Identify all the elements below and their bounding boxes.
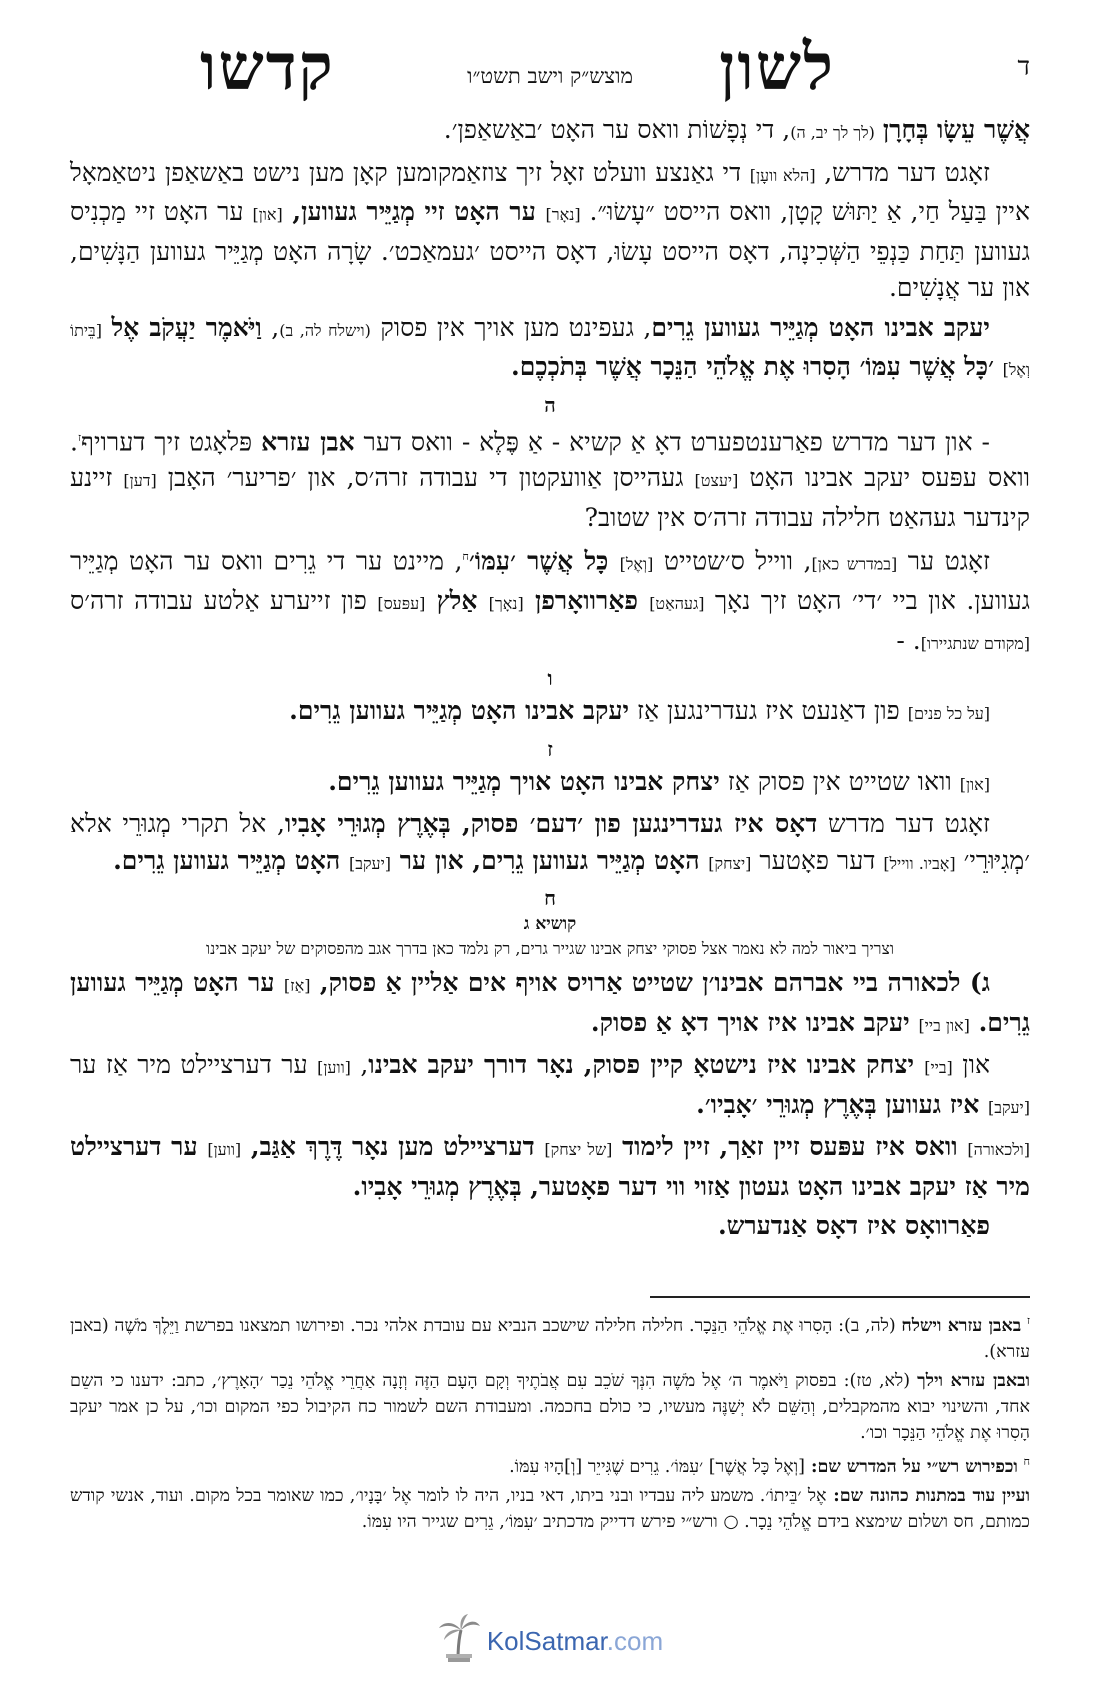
site-watermark	[70, 1614, 1030, 1670]
text-run: יעקב אבינו איז אויך דאָ אַ פסוק.	[590, 1007, 919, 1037]
site-name-main: KolSatmar	[486, 1625, 607, 1656]
text-run: כָּל אֲשֶׁר ׳עִמּוֹ׳	[468, 546, 620, 576]
text-run: ער האָט מְגַיֵּיר געווען גֵרִים.	[70, 968, 1030, 1037]
footnote-marker: ח	[1023, 1454, 1030, 1468]
bracket-note: [מקודם שנתגיירו]	[920, 633, 1030, 653]
paragraph	[70, 155, 1030, 307]
text-run: געהייסן אַוועקטון די עבודה זרה׳ס, און ׳פריער׳ האָבן	[156, 463, 695, 493]
text-run: . וואס עפּעס יעקב אבינו האָט	[70, 426, 1030, 493]
text-run: יעקב אבינו האָט מְגַיֵּיר געווען גֵרִים.	[289, 696, 630, 726]
bracket-note: [ווען]	[207, 1140, 242, 1160]
footnote	[70, 1483, 1030, 1535]
paragraph: יעקב אבינו האָט מְגַיֵּיר געווען גֵרִים, געפינט מען אויך אין פסוק (וישלח לה, ב), וַיֹּאמֶר יַעֲקֹב אֶל [בֵּיתוֹ וְאֶל] ׳כָּל אֲשֶׁר עִמּוֹ׳ הָסִרוּ אֶת אֱלֹהֵי הַנֵּכָר אֲשֶׁר בְּתֹכְכֶם.	[70, 312, 1030, 381]
bracket-note: [נאָך]	[488, 594, 524, 614]
text-run: (לא, טז): בפסוק וַיֹּאמֶר ה׳ אֶל מֹשֶׁה הִנְּךָ שֹׁכֵב עִם אֲבֹתֶיךָ וְקָם הָעָם הַזֶּה וְזָנָה אַחֲרֵי אֱלֹהֵי נֵכַר ׳הָאָרֶץ׳, כתב: ידענו כי השֵם אחד, והשינוי יבוא מהמקבלים, וְהַשֵּׁם לֹא יְשַׁנֶּה מעשיו, כי כולם בחכמה. ומעבודת השם לשמור כח הקיבול כפי המקום וכו׳, על כן אמר יעקב הָסִרוּ אֶת אֱלֹהֵי הַנֵּכָר וכו׳.	[70, 1370, 1030, 1443]
text-run: זיינע קינדער געהאַט חלילה עבודה זרה׳ס אין שטוב?	[70, 463, 1030, 532]
text-run: יעקב אבינו האָט מְגַיֵּיר געווען גֵרִים	[651, 312, 990, 342]
parasha-label: מוצש״ק וישב תשט״ו	[467, 64, 633, 88]
footnote-marker: ז	[77, 430, 82, 444]
paragraph	[70, 1047, 1030, 1126]
text-run: (לה, ב): הָסִרוּ אֶת אֱלֹהֵי הַנֵּכָר. חלילה חלילה שישכב הנביא עם עובדת אלהי נכר. ופירושו תמצאנו בפרשת וַיֵּלֶךְ מֹשֶׁה	[108, 1315, 902, 1336]
paragraph	[70, 764, 1030, 804]
text-run: דער פאָטער	[751, 845, 884, 875]
footnote	[70, 1308, 1030, 1365]
text-run: , געפינט מען אויך אין פסוק	[370, 312, 652, 342]
page-header	[70, 30, 1030, 105]
footnote-marker: ח	[462, 550, 469, 564]
text-run: וואס איז עפּעס זיין זאַך, זיין לימוד	[612, 1132, 968, 1162]
paragraph	[70, 1129, 1030, 1205]
bracket-note: [בֵּיתוֹ וְאֶל]	[70, 320, 1030, 379]
text-run: די גאַנצע וועלט זאָל זיך צוזאַמקומען קאָן מען נישט באַשאַפן ניטאַמאָל איין בַּעַל חַי, אַ יַתּוּשׁ קָטָן, וואס הייסט ״עָשׂוּ״.	[70, 157, 1030, 226]
text-run: יעקב אבינו	[368, 1050, 474, 1080]
question-summary: וצריך ביאור למה לא נאמר אצל פסוקי יצחק אבינו שגייר גרים, רק נלמד כאן בדרך אגב מהפסוקים של יעקב אבינו	[205, 939, 895, 959]
site-name	[487, 1626, 663, 1657]
section-letter: ז	[547, 736, 553, 761]
verse-quote: ׳כָּל אֲשֶׁר עִמּוֹ׳ הָסִרוּ אֶת אֱלֹהֵי הַנֵּכָר אֲשֶׁר בְּתֹכְכֶם.	[511, 352, 1003, 381]
bracket-note: [במדרש כאן]	[811, 554, 898, 574]
text-run: באבן עזרא וישלח	[901, 1315, 1022, 1336]
text-run: ובאבן עזרא וילך	[917, 1370, 1030, 1391]
text-run: זאָגט דער מדרש,	[815, 157, 990, 187]
running-title-right: לשון	[719, 30, 835, 105]
text-run: פון זייערע אַלטע עבודה זרה׳ס	[70, 586, 378, 616]
paragraph	[70, 1208, 1030, 1245]
bracket-note: [ווען]	[317, 1058, 351, 1078]
text-run: ,	[350, 1050, 369, 1080]
text-run: אבן עזרא	[261, 426, 355, 456]
bracket-note: [יעקב]	[987, 1097, 1030, 1117]
source-ref: (לך לך יב, ה)	[790, 123, 875, 142]
text-run: יצחק אבינו איז נישטאָ קיין פסוק, נאָר דורך	[473, 1050, 925, 1080]
text-run: פאַרוואָרפן	[523, 586, 650, 616]
question-heading: קושיא ג	[523, 914, 577, 935]
bracket-note: [געהאַט]	[649, 594, 705, 614]
text-run: ער האָט זיי מְגַיֵּיר געווען,	[282, 197, 546, 226]
palm-tree-books-icon	[437, 1614, 481, 1668]
bracket-note: [יעקב]	[349, 853, 392, 873]
source-ref: (וישלח לה, ב)	[279, 320, 371, 340]
text-run: , ווייל ס׳שטייט	[653, 546, 812, 576]
text-run: ועיין עוד במתנות כהונה שם:	[826, 1485, 1030, 1506]
text-run: . -	[896, 625, 921, 655]
text-run: [וְאֶל כָּל אֲשֶׁר] ׳עִמּוֹ׳. גֵרִים שֶׁגִּייֵר [וְ]הָיוּ עִמּוֹ.	[509, 1456, 805, 1477]
text-run: האָט מְגַיֵּיר געווען גֵרִים, און ער	[391, 845, 709, 875]
bracket-note: [עפּעס]	[377, 594, 426, 614]
text-run: דערציילט מען נאָר דֶּרֶךְ אַגַּב,	[241, 1132, 545, 1162]
text-run: זאָגט דער מדרש	[817, 809, 990, 839]
text-run: יצחק אבינו האָט אויך מְגַיֵּיר געווען גֵרִים.	[328, 766, 720, 796]
verse-quote: וַיֹּאמֶר יַעֲקֹב אֶל	[111, 312, 262, 342]
text-run: פאַרוואָס איז דאָס אַנדערש.	[717, 1211, 990, 1241]
bracket-note: [ביי]	[924, 1058, 953, 1078]
text-run: דאָס איז געדרינגען פון ׳דעם׳ פסוק, בְּאֶרֶץ מְגוּרֵי אָבִיו	[284, 809, 818, 839]
text-run: - און דער מדרש פאַרענטפערט דאָ אַ קשיא - אַ פֶּלֶא - וואס דער	[354, 426, 990, 456]
paragraph	[70, 420, 1030, 537]
bracket-note: [על כל פנים]	[907, 704, 990, 724]
text-run: , די נְפָשׁוֹת וואס ער האָט ׳באַשאַפן׳.	[443, 115, 791, 144]
section-letter: ה	[544, 392, 556, 417]
text-run: אֶל ׳בֵּיתוֹ׳. משמע ליה עבדיו ובני ביתו, דאי בניו, היה לו לומר אֶל ׳בָּנָיו׳, כמו שאומר בכל מקום. ועוד, אנשי קודש כמותם, חס ושלום שימצא בידם אֱלֹהֵי נֵכָר. ○ ורש״י פירש דדייק מדכתיב ׳עִמּוֹ׳, גֵרִים שגייר היו עִמּוֹ.	[70, 1485, 1030, 1532]
bracket-note: [נאָר]	[545, 205, 581, 224]
text-run: , אל תקרי מְגוּרֵי אלא ׳מְגִיּוּרֵי׳	[70, 809, 1030, 875]
paragraph	[70, 965, 1030, 1044]
page-number: ד	[1017, 52, 1030, 82]
bracket-note: [און ביי]	[918, 1015, 970, 1035]
footnote-marker: ז	[1026, 1314, 1030, 1327]
text-run: זאָגט ער	[897, 546, 991, 576]
bracket-note: [יצחק]	[708, 853, 752, 873]
bracket-note: [וְאֶל]	[619, 554, 654, 574]
bracket-note: [הלא וועָן]	[749, 165, 816, 185]
bracket-note: [אַז]	[283, 976, 311, 996]
bracket-note: [דען]	[123, 471, 157, 491]
running-title-left: קדשו	[200, 30, 335, 105]
text-run: , מיינט ער די גֵרִים וואס ער האָט מְגַיֵּיר געווען. און ביי ׳די׳ האָט זיך נאָך	[70, 546, 1031, 616]
text-run: ג) לכאורה ביי אברהם אבינו׳ן שטייט אַרויס אויף אים אַליין אַ פסוק,	[310, 968, 991, 998]
section-letter: ו	[547, 666, 553, 691]
footnotes	[70, 1308, 1030, 1538]
bracket-note: [של יצחק]	[544, 1140, 613, 1160]
paragraph	[70, 112, 1030, 152]
document-page	[70, 30, 1030, 1670]
paragraph	[70, 539, 1030, 662]
text-run: פּלאָגט זיך דערויף	[81, 426, 262, 456]
footnote	[70, 1368, 1030, 1446]
text-run: ער דערציילט מיר אַז יעקב אבינו האָט געטון אַזוי ווי דער פאָטער, בְּאֶרֶץ מְגוּרֵי אָבִיו.	[70, 1132, 1030, 1201]
bracket-note: [יעצט]	[694, 471, 739, 491]
bracket-note: [און]	[252, 205, 283, 224]
text-run: האָט מְגַיֵּיר געווען גֵרִים.	[113, 845, 349, 875]
text-run: אַלץ	[425, 586, 489, 616]
footnote-divider	[650, 1296, 1030, 1298]
bracket-note: [אָביו. ווייל]	[883, 853, 956, 873]
text-run: ער דערציילט מיר אַז ער	[70, 1050, 318, 1080]
paragraph	[70, 693, 1030, 733]
bracket-note: [ולכאורה]	[967, 1140, 1031, 1160]
text-run: פון דאַנעט איז געדרינגען אַז	[629, 696, 908, 726]
footnote	[70, 1449, 1030, 1480]
text-run: וכפירוש רש״י על המדרש שם:	[804, 1456, 1018, 1477]
main-text	[70, 112, 1030, 1248]
section-letter: ח	[544, 886, 556, 911]
site-domain: .com	[606, 1625, 664, 1656]
verse-quote: אֲשֶׁר עֵשָׂו בְּחָרָן	[882, 115, 1030, 144]
text-run: וואו שטייט אין פסוק אַז	[719, 766, 960, 796]
text-run: (באבן עזרא).	[70, 1315, 1030, 1362]
text-run: איז געווען בְּאֶרֶץ מְגוּרֵי ׳אָבִיו׳.	[696, 1089, 988, 1119]
paragraph	[70, 806, 1030, 882]
bracket-note: [און]	[959, 774, 990, 794]
text-run: און	[952, 1050, 990, 1080]
text-run: ער האָט זיי מַכְנִיס געווען תַּחַת כַּנְפֵי הַשְּׁכִינָה, דאָס הייסט עָשׂוּ, דאָס הייסט ׳געמאַכט׳. שָׂרָה האָט מְגַיֵּיר געווען הַנָּשִׁים, און ער אֲנָשִׁים.	[70, 197, 1030, 302]
